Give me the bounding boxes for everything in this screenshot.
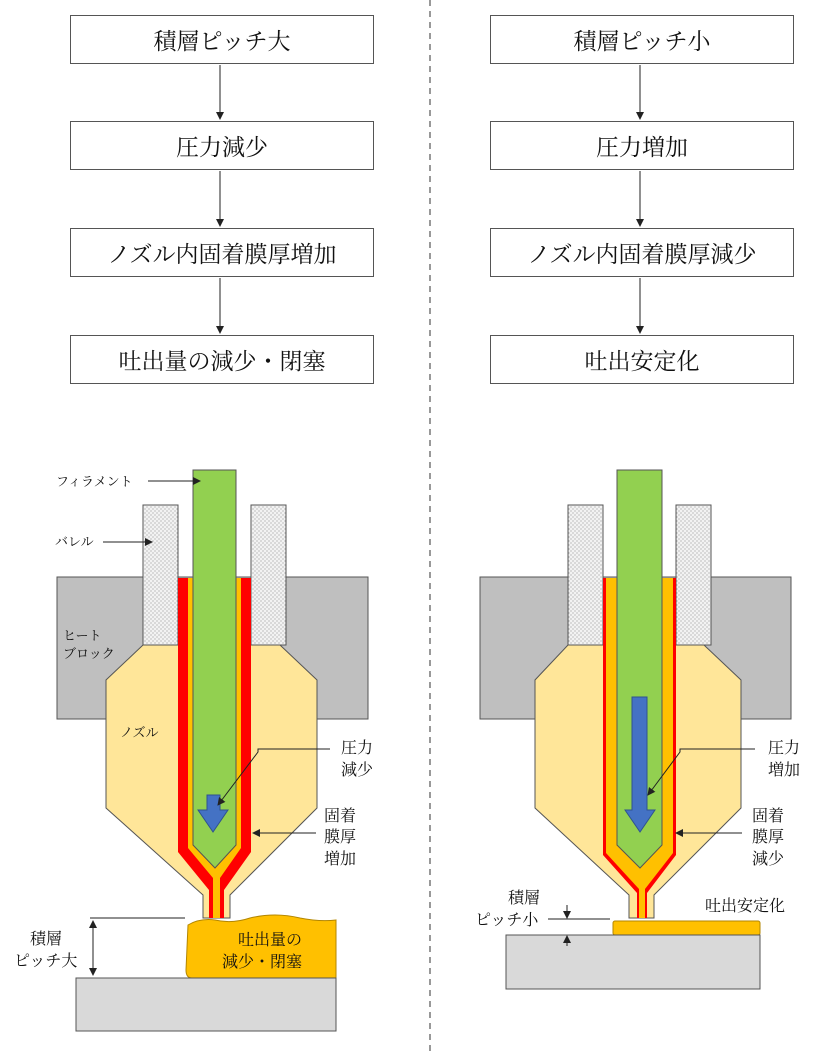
left-pressure-label-2: 減少 — [341, 760, 374, 779]
left-film-label-1: 固着 — [324, 806, 357, 825]
label-barrel: バレル — [55, 535, 94, 550]
right-film-label-1: 固着 — [752, 806, 785, 825]
left-output-label-2: 減少・閉塞 — [222, 952, 303, 971]
right-flow-text-2: 圧力増加 — [596, 135, 688, 161]
left-pitch-label-1: 積層 — [30, 929, 63, 948]
label-heatblock-1: ヒート — [63, 629, 102, 644]
label-filament: フィラメント — [56, 475, 133, 490]
right-barrel-2 — [676, 505, 711, 645]
left-output-label-1: 吐出量の — [238, 930, 303, 949]
left-pressure-label-1: 圧力 — [341, 738, 374, 757]
left-barrel-2 — [251, 505, 286, 645]
left-nozzle-assembly — [57, 470, 368, 1031]
right-flow-text-4: 吐出安定化 — [584, 349, 700, 375]
left-stage — [76, 978, 336, 1031]
right-pitch-label-1: 積層 — [508, 888, 541, 907]
right-barrel-1 — [568, 505, 603, 645]
right-pressure-label-2: 増加 — [768, 760, 801, 779]
right-flow-text-1: 積層ピッチ小 — [573, 29, 711, 55]
right-stage — [506, 935, 760, 989]
left-flow-text-4: 吐出量の減少・閉塞 — [118, 349, 326, 375]
right-film-label-3: 減少 — [752, 849, 785, 868]
left-barrel-1 — [143, 505, 178, 645]
right-deposit — [613, 921, 760, 935]
label-heatblock-2: ブロック — [63, 647, 115, 662]
left-pitch-label-2: ピッチ大 — [14, 951, 78, 970]
right-pitch-label-2: ピッチ小 — [475, 910, 539, 929]
left-film-label-2: 膜厚 — [324, 827, 357, 846]
left-flow-text-1: 積層ピッチ大 — [153, 29, 291, 55]
left-flow-text-3: ノズル内固着膜厚増加 — [107, 242, 337, 268]
right-flow-text-3: ノズル内固着膜厚減少 — [527, 242, 757, 268]
left-flow-text-2: 圧力減少 — [176, 135, 268, 161]
right-pressure-label-1: 圧力 — [768, 738, 801, 757]
right-output-label: 吐出安定化 — [705, 896, 786, 915]
label-nozzle: ノズル — [120, 726, 159, 741]
left-film-label-3: 増加 — [324, 849, 357, 868]
right-film-label-2: 膜厚 — [752, 827, 785, 846]
